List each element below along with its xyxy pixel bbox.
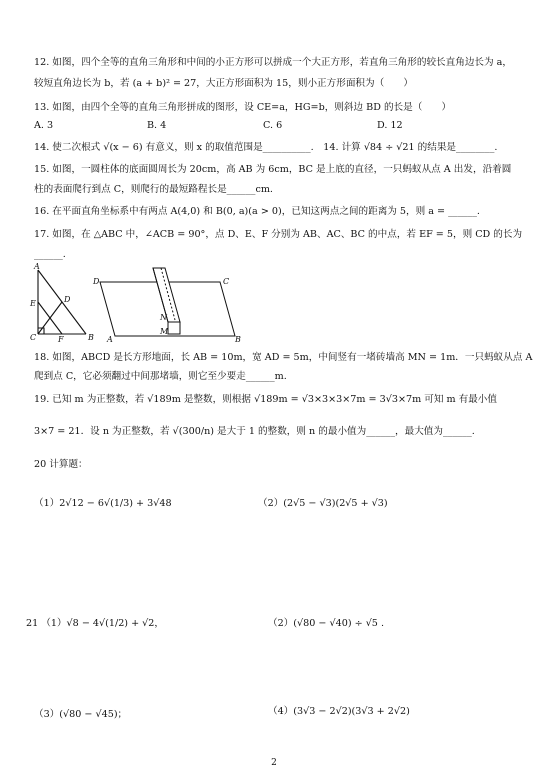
q18-line1: 18. 如图，ABCD 是长方形地面，长 AB = 10m，宽 AD = 5m，中间竖有一堵砖墙高 MN = 1m．一只蚂蚁从点 A	[34, 352, 533, 363]
q20-title: 20 计算题：	[34, 459, 88, 470]
q19-line1: 19. 已知 m 为正整数，若 √189m 是整数，则根据 √189m = √3×3×3×7m = 3√3×7m 可知 m 有最小值	[34, 394, 497, 405]
fig18-label-c: C	[223, 277, 230, 286]
q21-part1: 21 （1）√8 − 4√(1/2) + √2，	[26, 618, 164, 629]
q16: 16. 在平面直角坐标系中有两点 A(4,0) 和 B(0, a)(a > 0)，已知这两点之间的距离为 5，则 a = ______.	[34, 206, 480, 217]
page-number: 2	[271, 758, 277, 768]
q15-line2: 柱的表面爬行到点 C，则爬行的最短路程长是______cm.	[34, 184, 273, 195]
fig17-label-e: E	[30, 299, 36, 308]
q13-option-b: B. 4	[147, 120, 167, 131]
q13-line1: 13. 如图，由四个全等的直角三角形拼成的图形，设 CE=a，HG=b，则斜边 BD 的长是（ ）	[34, 102, 452, 113]
fig18-label-a: A	[107, 335, 113, 344]
fig17-label-d: D	[64, 295, 71, 304]
q21-part2: （2）(√80 − √40) ÷ √5 .	[268, 618, 385, 629]
q18-line2: 爬到点 C，它必须翻过中间那堵墙，则它至少要走______m.	[34, 371, 287, 382]
q13-option-d: D. 12	[377, 120, 403, 131]
fig17-label-b: B	[88, 333, 94, 342]
q20-part2: （2）(2√5 − √3)(2√5 + √3)	[258, 498, 388, 509]
fig18-label-b: B	[235, 335, 241, 344]
fig17-label-f: F	[58, 335, 64, 344]
figure-q18-wall	[95, 262, 255, 344]
fig18-label-n: N	[160, 313, 167, 322]
fig18-wall-front	[168, 322, 180, 334]
fig17-label-a: A	[34, 262, 40, 271]
fig18-label-d: D	[93, 277, 100, 286]
q12-line1: 12. 如图，四个全等的直角三角形和中间的小正方形可以拼成一个大正方形，若直角三角形的较长直角边长为 a，	[34, 57, 512, 68]
q13-option-a: A. 3	[34, 120, 54, 131]
q12-line2: 较短直角边长为 b，若 (a + b)² = 27，大正方形面积为 15，则小正方形面积为（ ）	[34, 78, 413, 89]
q17-line2: ______.	[34, 249, 66, 260]
q21-part3: （3）(√80 − √45)；	[34, 709, 128, 720]
q14: 14. 使二次根式 √(x − 6) 有意义，则 x 的取值范围是__________. 14. 计算 √84 ÷ √21 的结果是________.	[34, 142, 498, 153]
q13-option-c: C. 6	[263, 120, 283, 131]
q19-line2: 3×7 = 21．设 n 为正整数，若 √(300/n) 是大于 1 的整数，则 n 的最小值为______，最大值为______.	[34, 426, 475, 437]
figure-q17-triangle	[28, 262, 100, 342]
q17-line1: 17. 如图，在 △ABC 中，∠ACB = 90°，点 D、E、F 分别为 AB、AC、BC 的中点，若 EF = 5，则 CD 的长为	[34, 229, 523, 240]
q21-part4: （4）(3√3 − 2√2)(3√3 + 2√2)	[268, 706, 410, 717]
q15-line1: 15. 如图，一圆柱体的底面圆周长为 20cm，高 AB 为 6cm，BC 是上底的直径，一只蚂蚁从点 A 出发，沿着圆	[34, 164, 512, 175]
fig18-label-m: M	[160, 327, 169, 336]
fig17-label-c: C	[30, 333, 37, 342]
q20-part1: （1）2√12 − 6√(1/3) + 3√48	[34, 498, 172, 509]
